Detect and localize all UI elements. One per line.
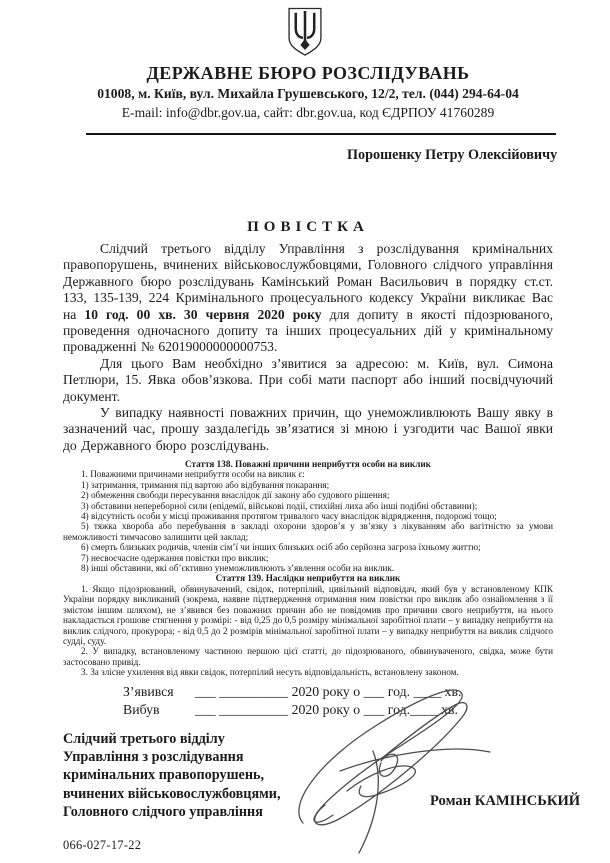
- article-138-item: 5) тяжка хвороба або перебування в закладі охорони здоров’я у зв’язку з лікуванням або вагітністю за умови неможливості тимчасово залишити цей заклад;: [63, 521, 553, 542]
- signer-position-line: Головного слідчого управління: [63, 803, 263, 820]
- article-138-item: 3) обставини непереборної сили (епідемії, військові події, стихійні лиха або інші подібні обставини);: [81, 500, 478, 511]
- legal-notes: [63, 459, 553, 678]
- paragraph-summons-text: Слідчий третього відділу Управління з розслідування кримінальних правопорушень, вчинених військовослужбовцями, Головного слідчого управління Державного бюро розслідувань Камінський Роман Васильович в порядку ст.ст. 133, 135-139, 224 Кримінального процесуального кодексу України викликає Вас на: [63, 241, 553, 322]
- document-footer: [63, 836, 553, 854]
- signer-position-line: Слідчий третього відділу: [63, 731, 225, 747]
- signer-position-line: кримінальних правопорушень,: [63, 767, 265, 784]
- article-138-item: 1) затримання, тримання під вартою або відбування покарання;: [81, 479, 330, 490]
- article-138-intro: 1. Поважними причинами неприбуття особи на виклик є:: [81, 469, 305, 480]
- appeared-line: [63, 683, 553, 701]
- org-name: ДЕРЖАВНЕ БЮРО РОЗСЛІДУВАНЬ: [146, 63, 470, 83]
- paragraph-address: Для цього Вам необхідно з’явитися за адресою: м. Київ, вул. Симона Петлюри, 15. Явка обов’язкова. При собі мати паспорт або інший посвідчуючий документ.: [63, 355, 553, 404]
- article-139-part1: 1. Якщо підозрюваний, обвинувачений, свідок, потерпілий, цивільний відповідач, який був у встановленому КПК України порядку викликаний (зокрема, наявне підтвердження отримання ним повістки про виклик або ознайомлення з її змістом іншим шляхом), не з’явився без поважних причин або не повідомив про причини свого неприбуття, на нього накладається грошове стягнення у розмірі: - від 0,25 до 0,5 розміру мінімальної заробітної плати – у випадку неприбуття на виклик слідчого, прокурора; - від 0,5 до 2 розмірів мінімальної заробітної плати – у випадку неприбуття на виклик слідчого судді, суду.: [63, 583, 553, 646]
- letterhead: [63, 62, 553, 122]
- appearance-log: [63, 683, 553, 718]
- article-139-part3: 3. За злісне ухилення від явки свідок, потерпілий несуть відповідальність, встановлену законом.: [81, 667, 459, 678]
- signature-block: [63, 730, 581, 821]
- org-address: 01008, м. Київ, вул. Михайла Грушевського, 12/2, тел. (044) 294-64-04: [97, 86, 519, 101]
- document-title: ПОВІСТКА: [247, 219, 369, 235]
- document-reference-code: 066-027-17-22: [63, 838, 142, 852]
- article-139-title: Стаття 139. Наслідки неприбуття на виклик: [215, 573, 401, 584]
- emblem-container: [0, 6, 610, 63]
- article-138-item: 6) смерть близьких родичів, членів сім’ї чи інших близьких осіб або серйозна загроза їхньому життю;: [81, 542, 481, 553]
- signer-name: Роман КАМІНСЬКИЙ: [430, 793, 581, 809]
- paragraph-contact: У випадку наявності поважних причин, що унеможливлюють Вашу явку в зазначений час, прошу заздалегідь зв’язатися зі мною і узгодити час Вашої явки до Державного бюро розслідувань.: [63, 405, 553, 453]
- appeared-blanks: ___ __________ 2020 року о ___ год. ____ хв.: [195, 684, 462, 699]
- addressee-name: Порошенку Петру Олексійовичу: [347, 147, 558, 163]
- signer-position-line: вчинених військовослужбовцями,: [63, 785, 281, 802]
- article-138-item: 2) обмеження свободи пересування внаслідок дії закону або судового рішення;: [81, 490, 390, 501]
- departed-label: Вибув: [123, 701, 160, 717]
- article-138-item: 8) інші обставини, які об’єктивно унеможливлюють з’явлення особи на виклик.: [81, 563, 395, 574]
- document-title-block: [63, 219, 553, 236]
- org-contacts: E-mail: info@dbr.gov.ua, сайт: dbr.gov.ua, код ЄДРПОУ 41760289: [121, 105, 495, 120]
- article-138-item: 4) відсутність особи у місці проживання протягом тривалого часу внаслідок відрядження, подорожі тощо;: [81, 511, 497, 522]
- article-138-title: Стаття 138. Поважні причини неприбуття особи на виклик: [185, 459, 431, 469]
- departed-line: [63, 701, 553, 719]
- ukraine-trident-coat-of-arms-icon: [284, 6, 326, 58]
- departed-blanks: ___ __________ 2020 року о ___ год.____ хв.: [195, 701, 458, 717]
- article-139-part2: 2. У випадку, встановленому частиною першою цієї статті, до підозрюваного, обвинуваченого, свідка, може бути застосовано привід.: [63, 646, 553, 667]
- document-body: [63, 241, 553, 454]
- paragraph-summons-tail: для допиту в якості підозрюваного, проведення одночасного допиту та інших процесуальних дій у кримінальному провадженні № 62019000000000753.: [63, 306, 553, 355]
- signer-position-line: Управління з розслідування: [63, 749, 244, 766]
- paragraph-summons: [63, 241, 553, 356]
- article-138-item: 7) несвоєчасне одержання повістки про виклик;: [81, 552, 269, 563]
- addressee-block: [63, 147, 558, 164]
- summons-datetime: 10 год. 00 хв. 30 червня 2020 року: [84, 306, 322, 322]
- appeared-label: З’явився: [123, 684, 174, 699]
- header-divider: [86, 133, 556, 135]
